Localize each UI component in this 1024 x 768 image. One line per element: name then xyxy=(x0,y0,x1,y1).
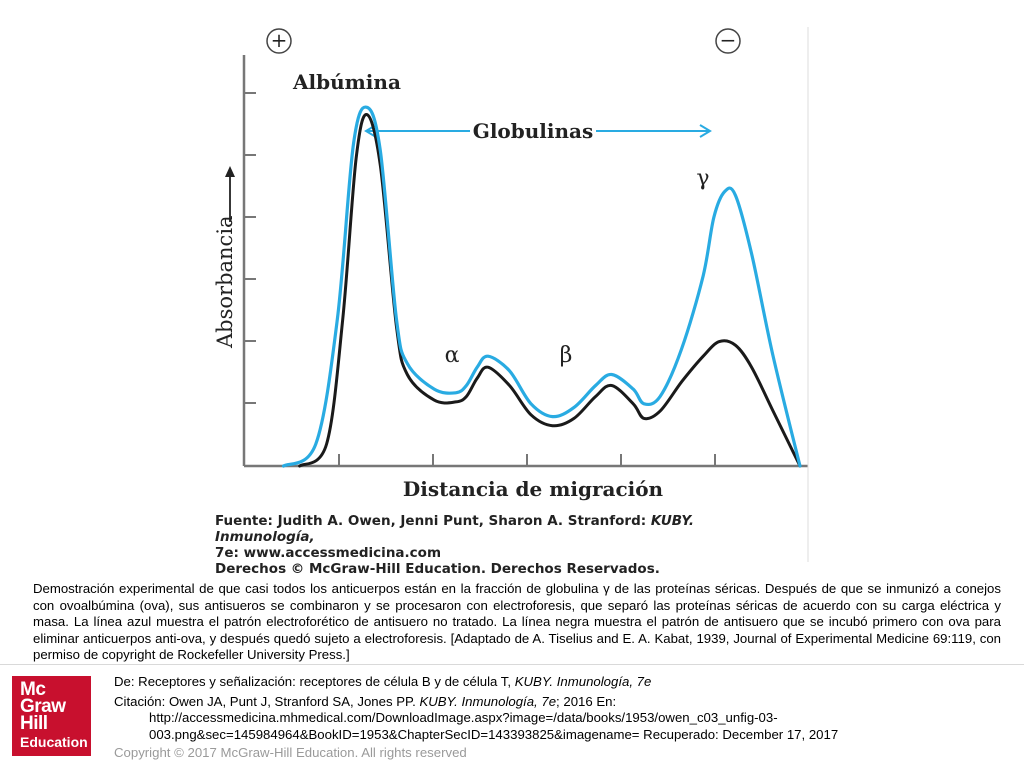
electrode-plus xyxy=(267,28,291,53)
citation-line: Citación: Owen JA, Punt J, Stranford SA, Jones PP. KUBY. Inmunología, 7e; 2016 En: xyxy=(114,693,617,709)
xlabel-text: Distancia de migración xyxy=(402,477,664,501)
electrode-minus xyxy=(716,28,740,53)
series-line-absorbed xyxy=(300,115,800,466)
source-line-2: 7e: www.accessmedicina.com xyxy=(215,545,442,561)
citation-block xyxy=(114,674,994,743)
source-url-line-1[interactable]: http://accessmedicina.mhmedical.com/DownloadImage.aspx?image=/data/books/1953/owen_c03_unfig-03- xyxy=(149,710,778,725)
y-axis-label xyxy=(213,166,237,349)
ylabel-text: Absorbancia xyxy=(213,215,237,348)
alpha-label: α xyxy=(444,343,460,368)
copyright-notice: Copyright © 2017 McGraw-Hill Education. All rights reserved xyxy=(114,745,467,760)
mcgraw-hill-logo: Mc Graw Hill Education xyxy=(12,676,91,756)
figure-caption: Demostración experimental de que casi todos los anticuerpos están en la fracción de globulina γ de las proteínas séricas. Después de que se inmunizó a conejos con ovoalbúmina (ova), sus antisueros se combinaron y se procesaron con electroforesis, que separó las proteínas séricas de acuerdo con su carga eléctrica y masa. La línea azul muestra el patrón electroforético de antisuero no tratado. La línea negra muestra el patrón de antisuero que se incubó primero con ova para eliminar anticuerpos anti-ova, y después quedó sujeto a electroforesis. [Adaptado de A. Tiselius and E. A. Kabat, 1939, Journal of Experimental Medicine 69:119, con permiso de copyright de Rockefeller University Press.] xyxy=(33,581,1001,663)
gamma-label: γ xyxy=(696,166,710,191)
source-line-3: Derechos © McGraw-Hill Education. Derechos Reservados. xyxy=(215,561,660,577)
arrow-up-icon xyxy=(225,166,235,177)
from-line: De: Receptores y señalización: receptores de célula B y de célula T, KUBY. Inmunología, 7e xyxy=(114,674,652,689)
source-url-line-2[interactable]: 003.png&sec=145984964&BookID=1953&ChapterSecID=143393825&imagename= Recuperado: December 17, 2017 xyxy=(149,726,839,742)
globulins-label: Globulinas xyxy=(472,119,594,143)
beta-label: β xyxy=(559,343,573,368)
globulins-range xyxy=(366,119,710,143)
footer-divider xyxy=(0,664,1024,665)
albumin-label: Albúmina xyxy=(293,70,401,94)
source-credit xyxy=(215,513,795,577)
x-ticks xyxy=(339,454,715,466)
minus-sign: − xyxy=(719,28,737,52)
series-layer xyxy=(284,107,801,466)
source-line-1: Fuente: Judith A. Owen, Jenni Punt, Sharon A. Stranford: KUBY. Inmunología, xyxy=(215,513,695,545)
plus-sign: + xyxy=(270,28,288,52)
series-line-untreated xyxy=(284,107,801,466)
y-ticks xyxy=(244,93,256,403)
